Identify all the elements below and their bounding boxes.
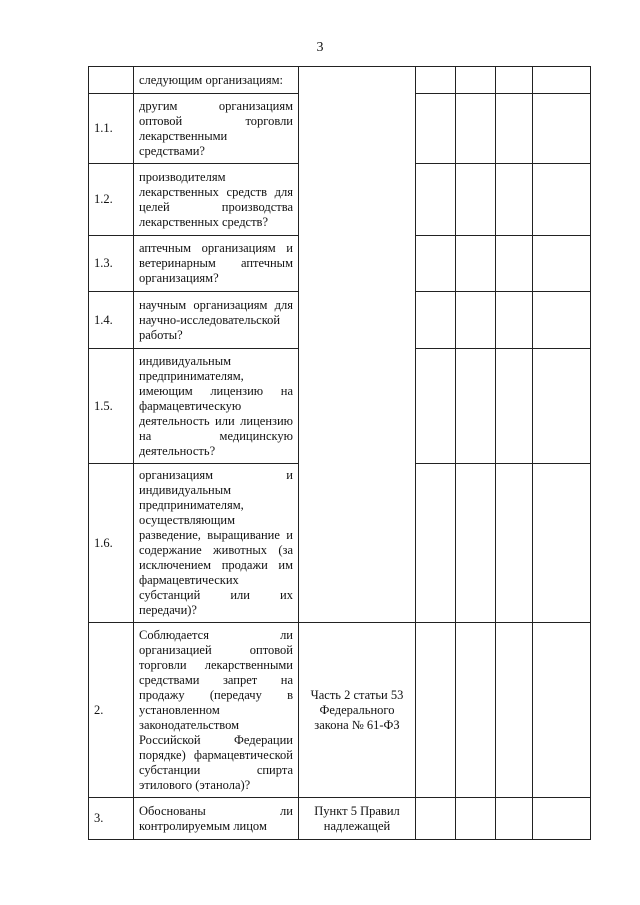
requirement-reference: Пункт 5 Правил надлежащей	[299, 798, 416, 840]
page-number: 3	[316, 40, 324, 55]
answer-no-cell[interactable]	[456, 164, 496, 236]
question-text: производителям лекарственных средств для целей производства лекарственных средств?	[134, 164, 299, 236]
answer-yes-cell[interactable]	[416, 67, 456, 94]
answer-yes-cell[interactable]	[416, 349, 456, 464]
row-number: 1.2.	[89, 164, 134, 236]
answer-na-cell[interactable]	[496, 236, 533, 292]
answer-no-cell[interactable]	[456, 67, 496, 94]
answer-yes-cell[interactable]	[416, 623, 456, 798]
row-number: 3.	[89, 798, 134, 840]
answer-na-cell[interactable]	[496, 67, 533, 94]
row-number: 1.5.	[89, 349, 134, 464]
answer-na-cell[interactable]	[496, 292, 533, 349]
answer-na-cell[interactable]	[496, 623, 533, 798]
answer-yes-cell[interactable]	[416, 798, 456, 840]
answer-na-cell[interactable]	[496, 798, 533, 840]
table-row	[89, 67, 591, 94]
row-number	[89, 67, 134, 94]
answer-no-cell[interactable]	[456, 464, 496, 623]
question-text: другим организациям оптовой торговли лекарственными средствами?	[134, 94, 299, 164]
row-number: 1.4.	[89, 292, 134, 349]
note-cell[interactable]	[533, 798, 591, 840]
checklist-table	[88, 66, 591, 840]
answer-no-cell[interactable]	[456, 236, 496, 292]
note-cell[interactable]	[533, 67, 591, 94]
answer-na-cell[interactable]	[496, 349, 533, 464]
answer-yes-cell[interactable]	[416, 292, 456, 349]
question-text: Обоснованы ли контролируемым лицом	[134, 798, 299, 840]
note-cell[interactable]	[533, 164, 591, 236]
answer-no-cell[interactable]	[456, 349, 496, 464]
note-cell[interactable]	[533, 464, 591, 623]
answer-na-cell[interactable]	[496, 164, 533, 236]
answer-yes-cell[interactable]	[416, 236, 456, 292]
row-number: 1.3.	[89, 236, 134, 292]
question-text: следующим организациям:	[134, 67, 299, 94]
answer-na-cell[interactable]	[496, 94, 533, 164]
answer-no-cell[interactable]	[456, 623, 496, 798]
row-number: 1.1.	[89, 94, 134, 164]
note-cell[interactable]	[533, 349, 591, 464]
note-cell[interactable]	[533, 292, 591, 349]
question-text: организациям и индивидуальным предпринимателям, осуществляющим разведение, выращивание и содержание животных (за исключением продажи им фармацевтических субстанций или их передачи)?	[134, 464, 299, 623]
requirement-reference	[299, 67, 416, 623]
table-row	[89, 798, 591, 840]
answer-yes-cell[interactable]	[416, 164, 456, 236]
table-row	[89, 623, 591, 798]
note-cell[interactable]	[533, 94, 591, 164]
question-text: аптечным организациям и ветеринарным аптечным организациям?	[134, 236, 299, 292]
answer-yes-cell[interactable]	[416, 464, 456, 623]
answer-no-cell[interactable]	[456, 292, 496, 349]
requirement-reference: Часть 2 статьи 53 Федерального закона № 61-ФЗ	[299, 623, 416, 798]
answer-no-cell[interactable]	[456, 798, 496, 840]
question-text: научным организациям для научно-исследовательской работы?	[134, 292, 299, 349]
answer-no-cell[interactable]	[456, 94, 496, 164]
question-text: индивидуальным предпринимателям, имеющим лицензию на фармацевтическую деятельность или лицензию на медицинскую деятельность?	[134, 349, 299, 464]
question-text: Соблюдается ли организацией оптовой торговли лекарственными средствами запрет на продажу (передачу в установленном законодательством Российской Федерации порядке) фармацевтической субстанции спирта этилового (этанола)?	[134, 623, 299, 798]
note-cell[interactable]	[533, 236, 591, 292]
row-number: 2.	[89, 623, 134, 798]
row-number: 1.6.	[89, 464, 134, 623]
note-cell[interactable]	[533, 623, 591, 798]
answer-yes-cell[interactable]	[416, 94, 456, 164]
answer-na-cell[interactable]	[496, 464, 533, 623]
